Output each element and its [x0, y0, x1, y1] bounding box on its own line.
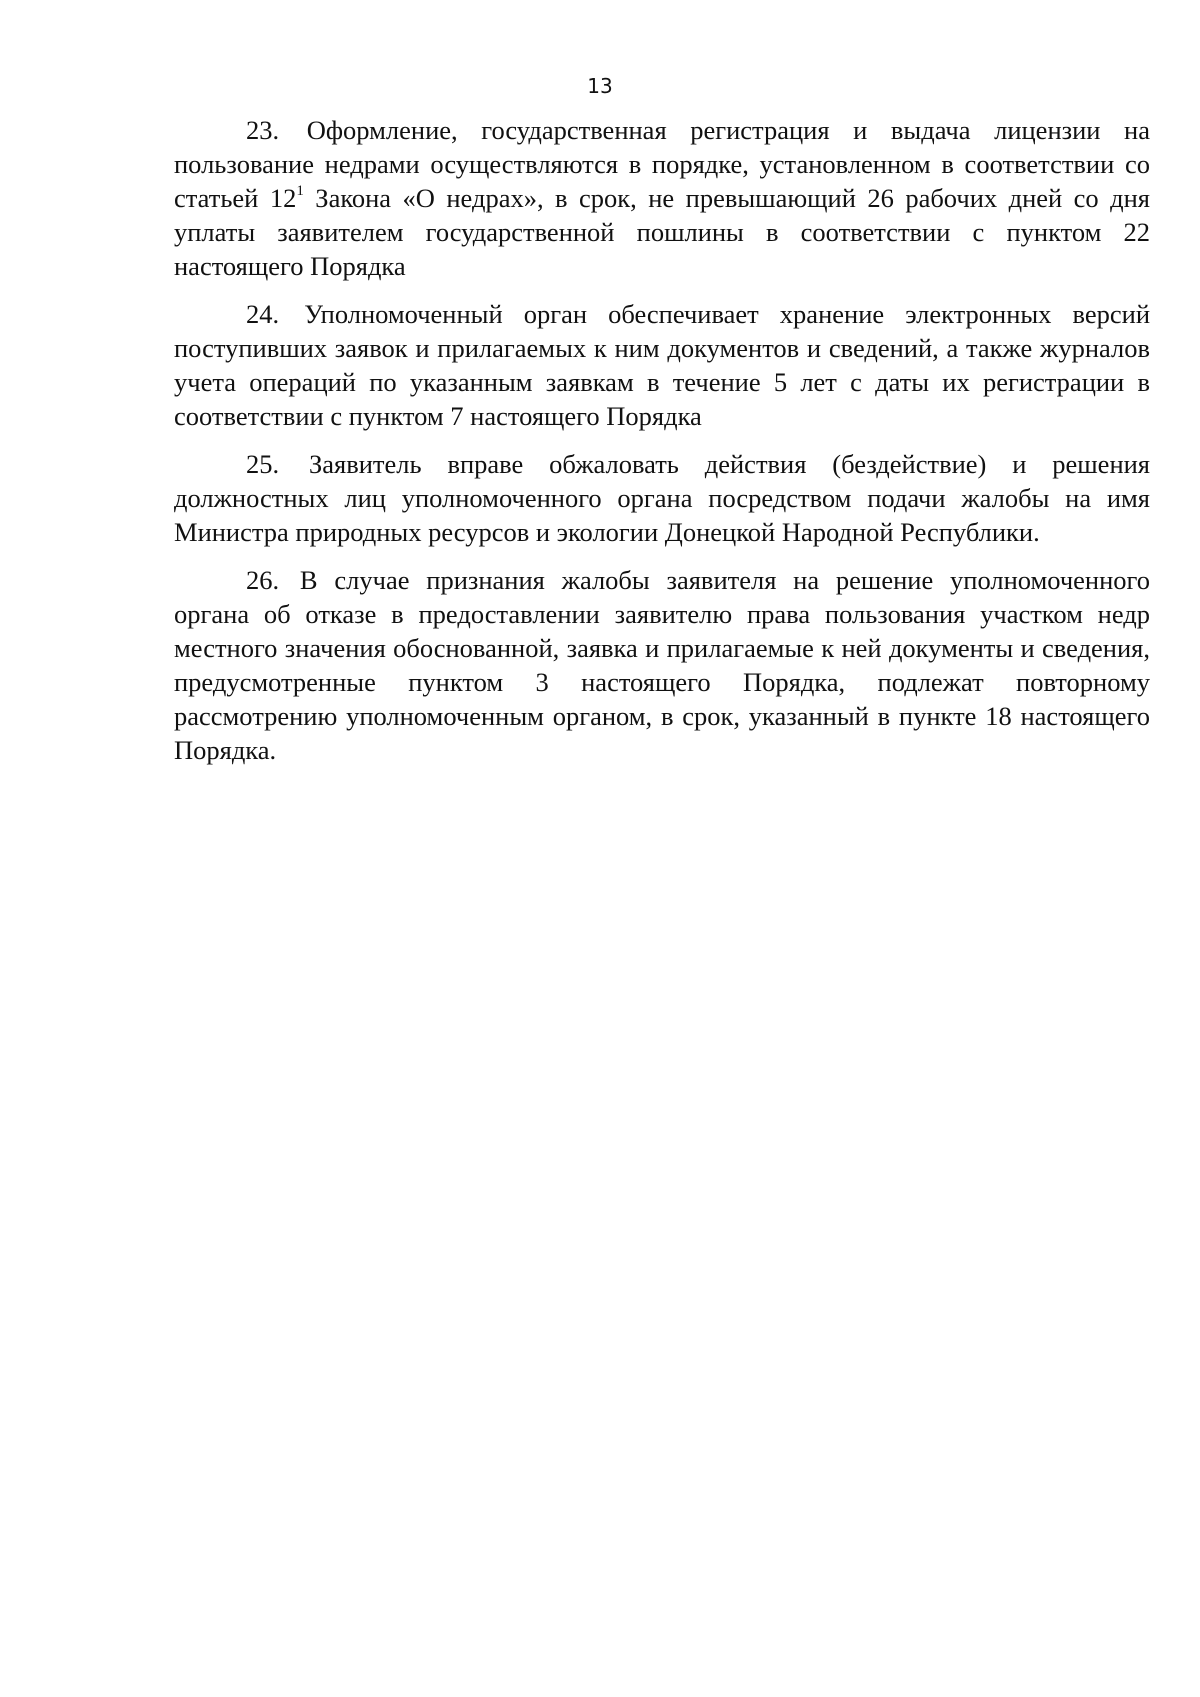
paragraph-24: [174, 297, 1150, 433]
paragraph-25: [174, 447, 1150, 549]
page-number: 13: [587, 74, 613, 98]
paragraph-26: [174, 563, 1150, 767]
paragraph-text: Уполномоченный орган обеспечивает хранение электронных версий поступивших заявок и прилагаемых к ним документов и сведений, а также журналов учета операций по указанным заявкам в течение 5 лет с даты их регистрации в соответствии с пунктом 7 настоящего Порядка: [174, 299, 1151, 431]
paragraph-23: [174, 113, 1150, 283]
paragraph-number: 26.: [246, 565, 280, 595]
paragraph-text-continued: Закона «О недрах», в срок, не превышающий 26 рабочих дней со дня уплаты заявителем государственной пошлины в соответствии с пунктом 22 настоящего Порядка: [174, 183, 1150, 281]
document-body: [174, 113, 1150, 781]
paragraph-number: 25.: [246, 449, 280, 479]
paragraph-number: 24.: [246, 299, 280, 329]
paragraph-number: 23.: [246, 115, 280, 145]
superscript: 1: [296, 183, 304, 200]
paragraph-text: Заявитель вправе обжаловать действия (бездействие) и решения должностных лиц уполномоченного органа посредством подачи жалобы на имя Министра природных ресурсов и экологии Донецкой Народной Республики.: [174, 449, 1151, 547]
paragraph-text: В случае признания жалобы заявителя на решение уполномоченного органа об отказе в предоставлении заявителю права пользования участком недр местного значения обоснованной, заявка и прилагаемые к ней документы и сведения, предусмотренные пунктом 3 настоящего Порядка, подлежат повторному рассмотрению уполномоченным органом, в срок, указанный в пункте 18 настоящего Порядка.: [174, 565, 1150, 765]
paragraph-text: Оформление, государственная регистрация и выдача лицензии на пользование недрами осуществляются в порядке, установленном в соответствии со статьей 12: [174, 115, 1151, 213]
